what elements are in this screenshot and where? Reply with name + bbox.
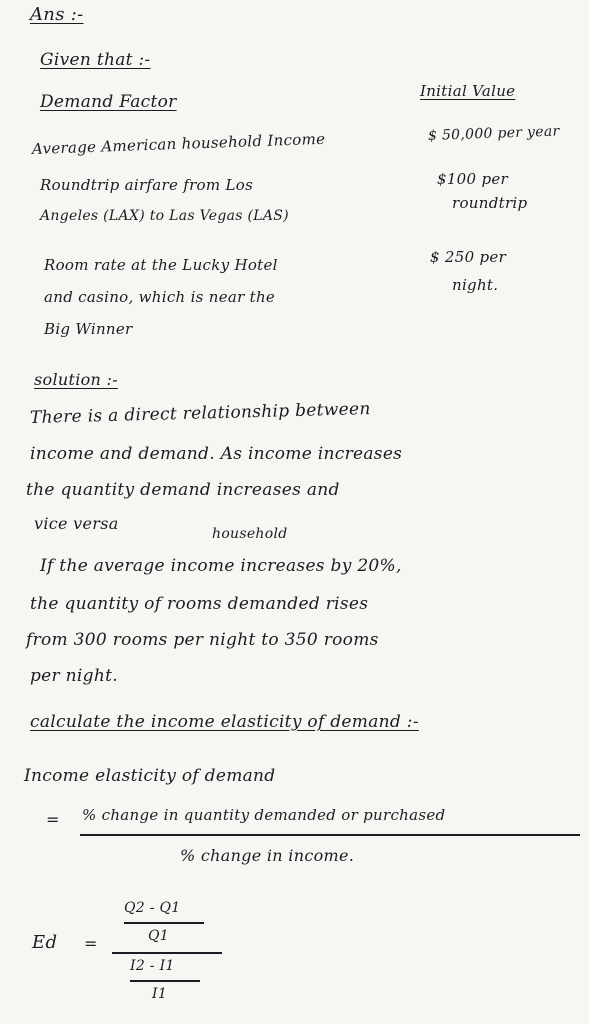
given-label: Given that :-: [40, 50, 151, 70]
insert-word: household: [212, 526, 288, 542]
ratio-numerator: % change in quantity demanded or purchased: [82, 806, 446, 824]
para2-line2: the quantity of rooms demanded rises: [30, 594, 369, 614]
ratio-fraction-bar: [80, 834, 580, 836]
row3-factor-line3: Big Winner: [44, 320, 133, 338]
ans-label: Ans :-: [30, 4, 84, 25]
ratio-equals: =: [46, 810, 60, 829]
formula-top-denominator: Q1: [148, 928, 169, 944]
row2-value-line1: $100 per: [437, 170, 508, 188]
ratio-denominator: % change in income.: [180, 846, 355, 865]
row3-factor-line2: and casino, which is near the: [44, 288, 276, 306]
para1-line1: There is a direct relationship between: [29, 399, 371, 428]
row2-factor-line2: Angeles (LAX) to Las Vegas (LAS): [40, 208, 289, 224]
formula-equals: =: [84, 934, 98, 953]
para1-line2: income and demand. As income increases: [30, 444, 403, 464]
para2-line1: If the average income increases by 20%,: [40, 556, 402, 576]
row3-value-line2: night.: [452, 276, 499, 294]
para2-line3: from 300 rooms per night to 350 rooms: [26, 630, 379, 650]
row2-value-line2: roundtrip: [452, 194, 528, 212]
formula-top-bar: [124, 922, 204, 924]
formula-main-bar: [112, 952, 222, 954]
para2-line4: per night.: [30, 666, 118, 686]
para1-line4: vice versa: [34, 514, 119, 533]
formula-bottom-numerator: I2 - I1: [130, 958, 175, 974]
demand-factor-header: Demand Factor: [40, 92, 177, 112]
row3-value-line1: $ 250 per: [430, 248, 507, 266]
task-line: calculate the income elasticity of demand :-: [30, 712, 419, 732]
row3-factor-line1: Room rate at the Lucky Hotel: [44, 256, 278, 274]
row1-factor: Average American household Income: [31, 129, 326, 158]
formula-top-numerator: Q2 - Q1: [124, 900, 181, 916]
row2-factor-line1: Roundtrip airfare from Los: [40, 176, 254, 194]
initial-value-header: Initial Value: [420, 82, 516, 100]
para1-line3: the quantity demand increases and: [26, 480, 340, 500]
solution-label: solution :-: [34, 370, 118, 389]
ied-title: Income elasticity of demand: [24, 766, 276, 786]
formula-bottom-bar: [130, 980, 200, 982]
formula-lhs: Ed: [32, 932, 58, 953]
row1-value: $ 50,000 per year: [427, 123, 560, 144]
formula-bottom-denominator: I1: [152, 986, 168, 1002]
